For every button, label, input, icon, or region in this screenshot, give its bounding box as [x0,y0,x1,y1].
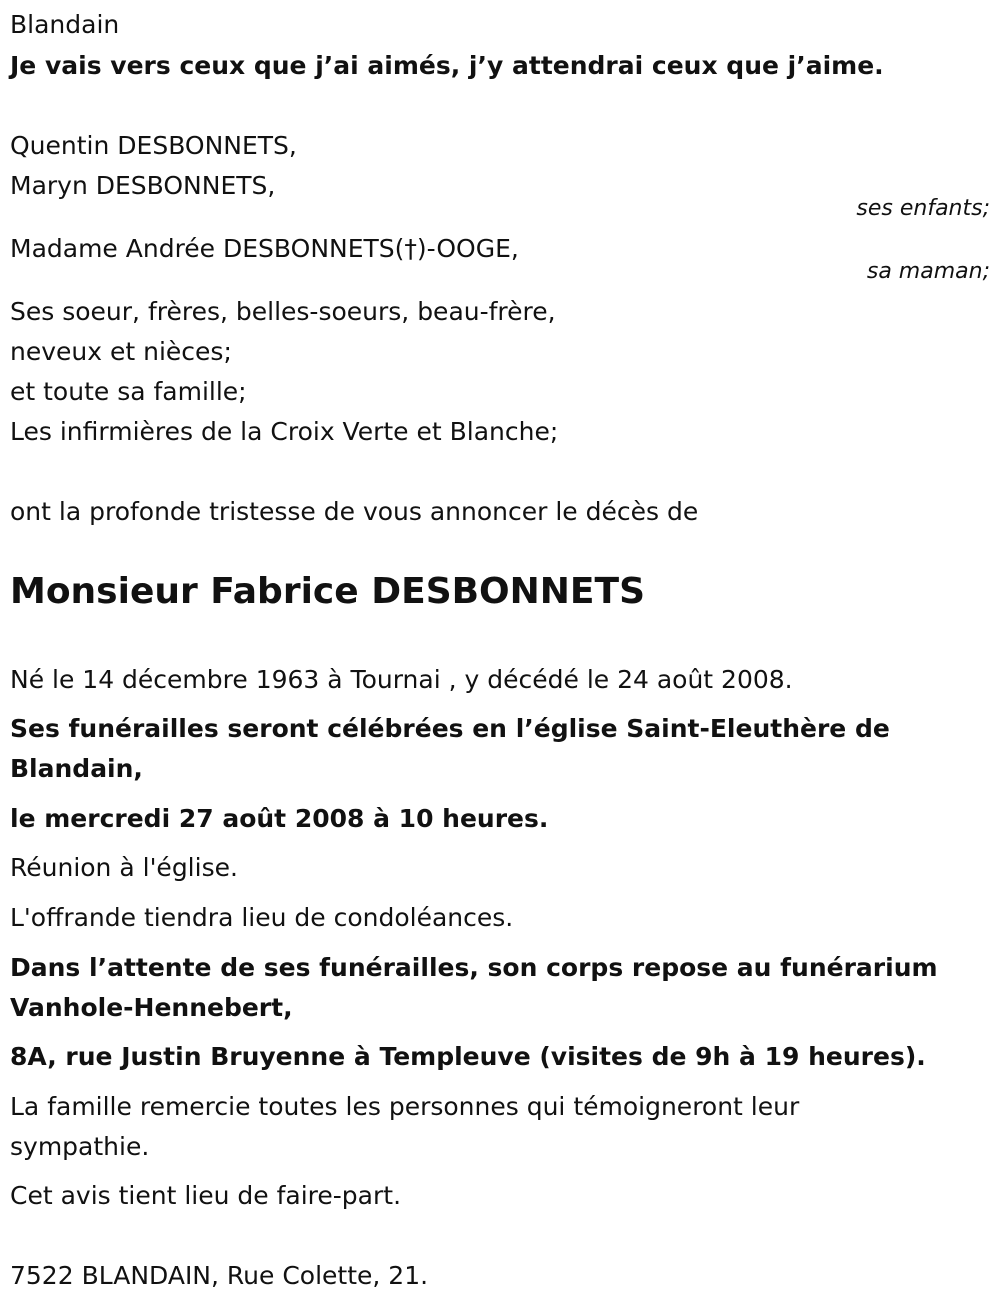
siblings-line: Ses soeur, frères, belles-soeurs, beau-frère, [10,297,556,326]
family-line: et toute sa famille; [10,377,247,406]
child-name-1: Quentin DESBONNETS, [10,131,297,160]
footer-address: 7522 BLANDAIN, Rue Colette, 21. [10,1261,429,1290]
notice-line: Cet avis tient lieu de faire-part. [10,1181,402,1210]
mother-name: Madame Andrée DESBONNETS(†)-OOGE, [10,234,519,263]
funeral-line-1: Ses funérailles seront célébrées en l’église Saint-Eleuthère de [10,714,890,743]
thanks-line-2: sympathie. [10,1132,150,1161]
children-role: ses enfants; [856,196,990,221]
announcement-text: ont la profonde tristesse de vous annoncer le décès de [10,497,699,526]
rest-line-1: Dans l’attente de ses funérailles, son corps repose au funérarium [10,953,938,982]
meeting-line: Réunion à l'église. [10,853,238,882]
address-visits-line: 8A, rue Justin Bruyenne à Templeuve (visites de 9h à 19 heures). [10,1042,926,1071]
town-name: Blandain [10,10,120,39]
nurses-line: Les infirmières de la Croix Verte et Blanche; [10,417,559,446]
offering-line: L'offrande tiendra lieu de condoléances. [10,903,514,932]
funeral-line-2: Blandain, [10,754,143,783]
funeral-date: le mercredi 27 août 2008 à 10 heures. [10,804,549,833]
birth-death-line: Né le 14 décembre 1963 à Tournai , y décédé le 24 août 2008. [10,665,793,694]
child-name-2: Maryn DESBONNETS, [10,171,276,200]
nephews-line: neveux et nièces; [10,337,232,366]
rest-line-2: Vanhole-Hennebert, [10,993,293,1022]
epitaph-quote: Je vais vers ceux que j’ai aimés, j’y attendrai ceux que j’aime. [10,51,884,80]
deceased-name: Monsieur Fabrice DESBONNETS [10,571,645,612]
mother-role: sa maman; [866,259,990,284]
thanks-line-1: La famille remercie toutes les personnes qui témoigneront leur [10,1092,800,1121]
